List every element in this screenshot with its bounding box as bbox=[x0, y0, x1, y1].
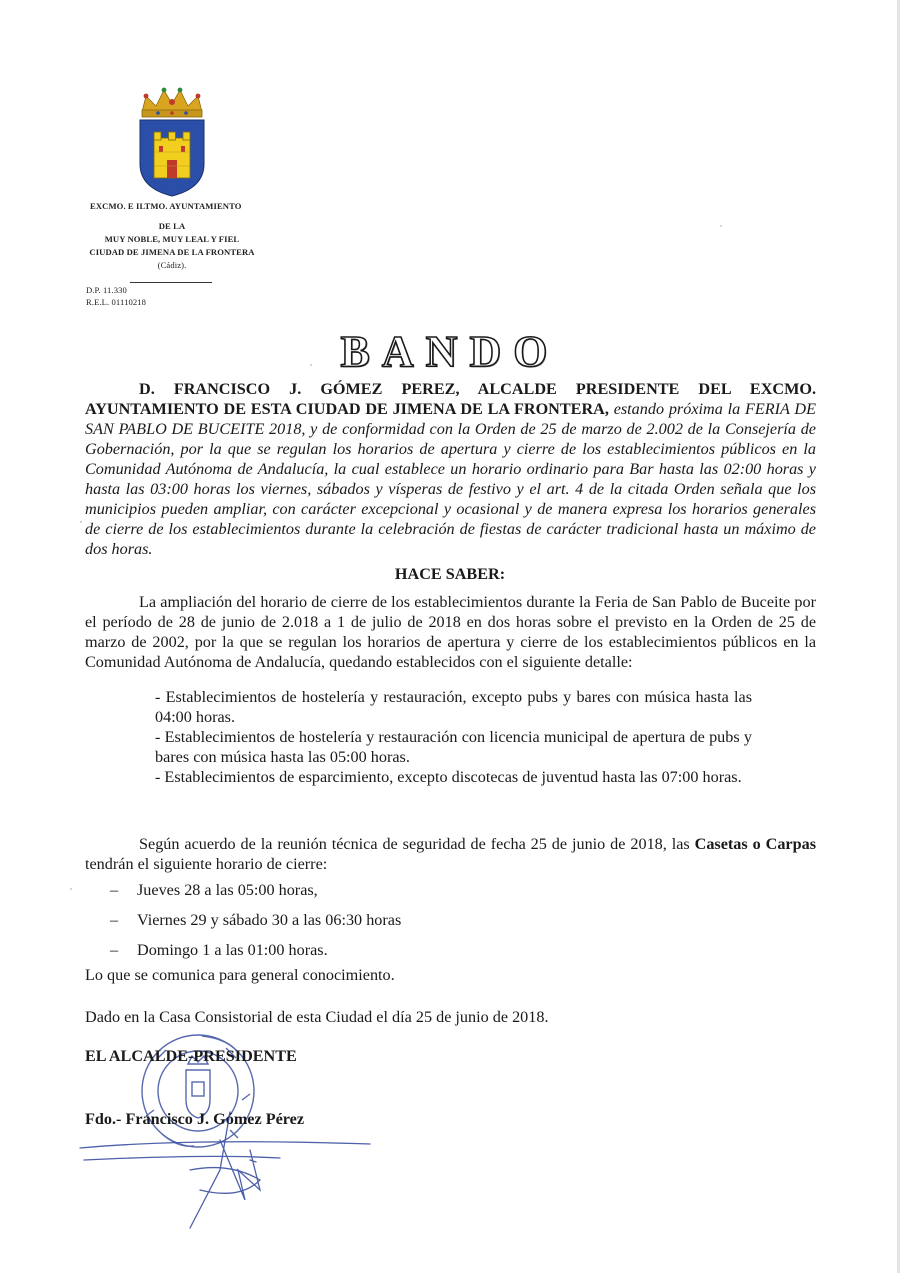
scan-speck bbox=[310, 364, 312, 366]
signature-name: Fdo.- Francisco J. Gómez Pérez bbox=[85, 1110, 305, 1128]
casetas-bold-text: Casetas o Carpas bbox=[694, 835, 816, 853]
intro-italic-text: estando próxima la FERIA DE SAN PABLO DE BUCEITE 2018, y de conformidad con la Orden de 25 de marzo de 2.002 de la Consejería de Gobernación, por la que se regulan los horarios de apertura y cierre de los establecimientos públicos en la Comunidad Autónoma de Andalucía, la cual establece un horario ordinario para Bar hasta las 02:00 horas y hasta las 03:00 horas los viernes, sábados y vísperas de festivo y el art. 4 de la citada Orden señala que los municipios pueden ampliar, con carácter excepcional y ocasional y de manera expresa los horarios generales de cierre de los establecimientos durante la celebración de fiestas de carácter tradicional hasta un máximo de dos horas. bbox=[85, 400, 816, 558]
schedule-text: Domingo 1 a las 01:00 horas. bbox=[137, 941, 328, 959]
paragraph-ampliacion: La ampliación del horario de cierre de los establecimientos durante la Feria de San Pablo de Buceite por el período de 28 de junio de 2.018 a 1 de julio de 2018 en dos horas sobre el previsto en la Orden de 25 de marzo de 2002, por la que se regulan los horarios de apertura y cierre de los establecimientos públicos en la Comunidad Autónoma de Andalucía, quedando establecidos con el siguiente detalle: bbox=[85, 593, 816, 671]
schedule-dash: – bbox=[110, 911, 119, 929]
schedule-text: Jueves 28 a las 05:00 horas, bbox=[137, 881, 318, 899]
schedule-dash: – bbox=[110, 941, 119, 959]
list-item: - Establecimientos de hostelería y restauración, excepto pubs y bares con música hasta las 04:00 horas. bbox=[155, 688, 752, 726]
letterhead-line-4: CIUDAD DE JIMENA DE LA FRONTERA bbox=[89, 247, 255, 257]
letterhead-rel: R.E.L. 01110218 bbox=[86, 297, 147, 307]
handwritten-signature-icon bbox=[70, 1110, 390, 1230]
letterhead-dp: D.P. 11.330 bbox=[86, 285, 127, 295]
casetas-text-after: tendrán el siguiente horario de cierre: bbox=[85, 855, 328, 873]
letterhead-line-2: DE LA bbox=[158, 221, 186, 231]
schedule-text: Viernes 29 y sábado 30 a las 06:30 horas bbox=[137, 911, 402, 929]
closing-line-1: Lo que se comunica para general conocimiento. bbox=[85, 966, 395, 984]
letterhead-line-3: MUY NOBLE, MUY LEAL Y FIEL bbox=[104, 234, 240, 244]
intro-bold-text: D. FRANCISCO J. GÓMEZ PEREZ, ALCALDE PRESIDENTE DEL EXCMO. AYUNTAMIENTO DE ESTA CIUDAD DE JIMENA DE LA FRONTERA, bbox=[85, 380, 816, 418]
paragraph-casetas bbox=[85, 834, 816, 874]
document-title: BANDO bbox=[340, 327, 560, 376]
scan-speck bbox=[70, 888, 72, 890]
list-item: - Establecimientos de esparcimiento, excepto discotecas de juventud hasta las 07:00 horas. bbox=[155, 768, 742, 786]
scan-speck bbox=[80, 521, 82, 523]
letterhead-line-5: (Cádiz). bbox=[157, 260, 187, 270]
intro-paragraph bbox=[85, 379, 816, 559]
hace-saber-heading: HACE SABER: bbox=[394, 565, 506, 583]
letterhead-line-1: EXCMO. E ILTMO. AYUNTAMIENTO bbox=[90, 201, 242, 211]
closing-line-2: Dado en la Casa Consistorial de esta Ciudad el día 25 de junio de 2018. bbox=[85, 1008, 549, 1026]
schedule-dash: – bbox=[110, 881, 119, 899]
coat-of-arms-icon bbox=[132, 86, 212, 198]
list-item: - Establecimientos de hostelería y restauración con licencia municipal de apertura de pubs y bares con música hasta las 05:00 horas. bbox=[155, 728, 752, 766]
casetas-text-before: Según acuerdo de la reunión técnica de seguridad de fecha 25 de junio de 2018, las bbox=[139, 835, 690, 853]
scan-speck bbox=[720, 225, 722, 227]
letterhead-rule bbox=[130, 282, 212, 283]
signature-title: EL ALCALDE-PRESIDENTE bbox=[85, 1047, 297, 1065]
